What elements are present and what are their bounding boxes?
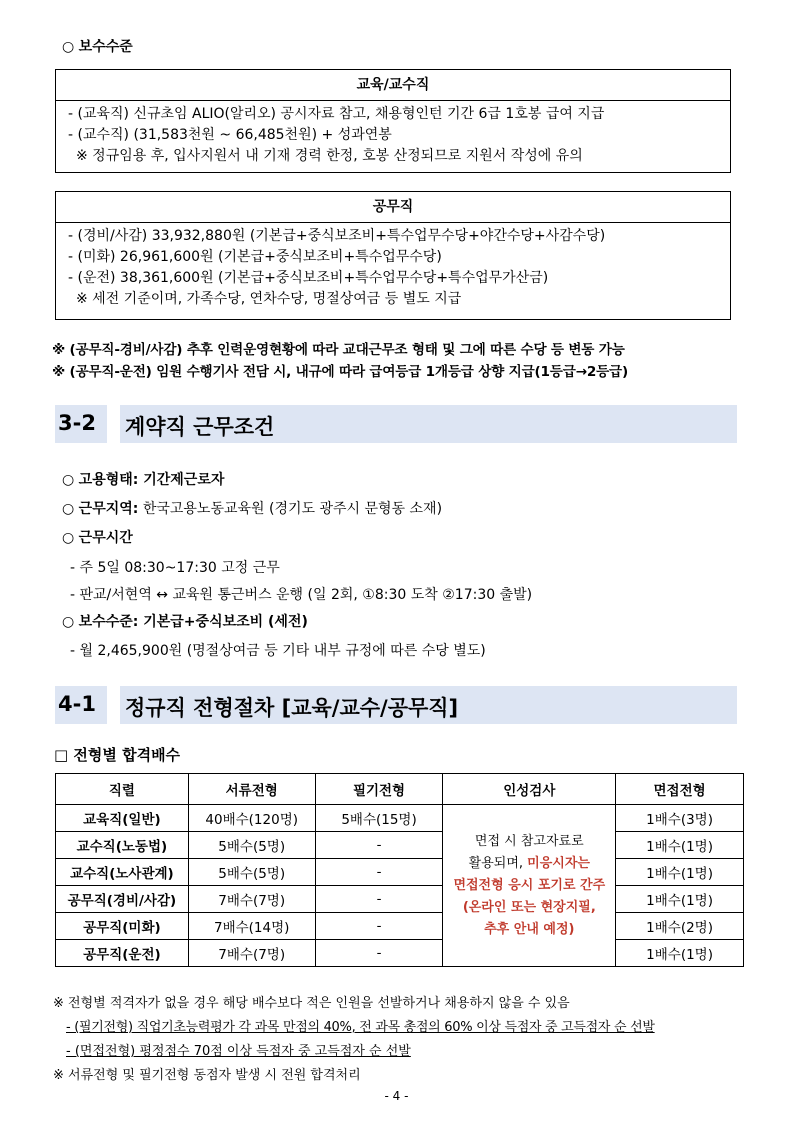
table-cell: 5배수(5명) bbox=[188, 859, 315, 886]
table-cell: 1배수(1명) bbox=[616, 886, 744, 913]
table-row bbox=[56, 805, 744, 832]
section-3-2-bar bbox=[55, 405, 737, 443]
table-header-cell: 필기전형 bbox=[315, 774, 443, 805]
contract-pay-heading: ○ 보수수준: 기본급+중식보조비 (세전) bbox=[62, 614, 308, 630]
contract-pay-line: - 월 2,465,900원 (명절상여금 등 기타 내부 규정에 따른 수당 별도) bbox=[70, 643, 486, 659]
table-cell: - bbox=[315, 886, 443, 913]
section-3-2-title: 계약직 근무조건 bbox=[125, 415, 275, 439]
table-cell: 1배수(3명) bbox=[616, 805, 744, 832]
edu-box-title: 교육/교수직 bbox=[56, 70, 730, 101]
civil-box-line: - (경비/사감) 33,932,880원 (기본급+중식보조비+특수업무수당+야간수당+사감수당) bbox=[68, 228, 606, 244]
work-location: ○ 근무지역: 한국고용노동교육원 (경기도 광주시 문형동 소재) bbox=[62, 501, 443, 517]
section-divider bbox=[107, 405, 120, 443]
edu-box-line: - (교육직) 신규초임 ALIO(알리오) 공시자료 참고, 채용형인턴 기간 6급 1호봉 급여 지급 bbox=[68, 106, 605, 122]
salary-heading: ○ 보수수준 bbox=[62, 39, 133, 55]
circle-bullet-icon: ○ bbox=[62, 530, 75, 546]
pass-ratio-table bbox=[55, 773, 744, 967]
edu-box-line: - (교수직) (31,583천원 ~ 66,485천원) + 성과연봉 bbox=[68, 127, 392, 143]
table-cell-position: 교수직(노동법) bbox=[56, 832, 189, 859]
edu-salary-box bbox=[55, 69, 731, 173]
civil-box-note: ※ 세전 기준이며, 가족수당, 연차수당, 명절상여금 등 별도 지급 bbox=[76, 291, 462, 307]
table-row bbox=[56, 940, 744, 967]
table-cell: - bbox=[315, 940, 443, 967]
table-cell: - bbox=[315, 913, 443, 940]
table-cell: - bbox=[315, 832, 443, 859]
civil-box-line: - (미화) 26,961,600원 (기본급+중식보조비+특수업무수당) bbox=[68, 249, 442, 265]
employment-type: ○ 고용형태: 기간제근로자 bbox=[62, 472, 225, 488]
table-header-cell: 직렬 bbox=[56, 774, 189, 805]
table-cell: 1배수(1명) bbox=[616, 940, 744, 967]
table-header-row bbox=[56, 774, 744, 805]
note-driver-grade: ※ (공무직-운전) 임원 수행기사 전담 시, 내규에 따라 급여등급 1개등급 상향 지급(1등급→2등급) bbox=[52, 364, 628, 380]
table-row bbox=[56, 832, 744, 859]
table-header-cell: 인성검사 bbox=[443, 774, 616, 805]
footer-note-1: ※ 전형별 적격자가 없을 경우 해당 배수보다 적은 인원을 선발하거나 채용하지 않을 수 있음 bbox=[53, 996, 570, 1011]
page-number: - 4 - bbox=[384, 1089, 409, 1103]
section-3-2-number: 3-2 bbox=[58, 411, 96, 435]
pass-ratio-subheading: □ 전형별 합격배수 bbox=[54, 746, 181, 764]
civil-box-title: 공무직 bbox=[56, 192, 730, 223]
table-cell-position: 교육직(일반) bbox=[56, 805, 189, 832]
table-row bbox=[56, 859, 744, 886]
civil-box-line: - (운전) 38,361,600원 (기본급+중식보조비+특수업무수당+특수업무가산금) bbox=[68, 270, 549, 286]
table-cell: - bbox=[315, 859, 443, 886]
table-cell: 7배수(7명) bbox=[188, 886, 315, 913]
table-header-cell: 면접전형 bbox=[616, 774, 744, 805]
table-row bbox=[56, 886, 744, 913]
table-cell: 5배수(5명) bbox=[188, 832, 315, 859]
table-row bbox=[56, 913, 744, 940]
civil-salary-box bbox=[55, 191, 731, 320]
table-cell: 1배수(1명) bbox=[616, 832, 744, 859]
table-cell-position: 공무직(미화) bbox=[56, 913, 189, 940]
circle-bullet-icon: ○ bbox=[62, 39, 75, 55]
section-4-1-number: 4-1 bbox=[58, 692, 96, 716]
table-cell: 1배수(2명) bbox=[616, 913, 744, 940]
table-cell: 40배수(120명) bbox=[188, 805, 315, 832]
table-cell: 5배수(15명) bbox=[315, 805, 443, 832]
circle-bullet-icon: ○ bbox=[62, 614, 75, 630]
table-cell-position: 공무직(경비/사감) bbox=[56, 886, 189, 913]
footer-note-4: ※ 서류전형 및 필기전형 동점자 발생 시 전원 합격처리 bbox=[53, 1068, 361, 1083]
section-4-1-bar bbox=[55, 686, 737, 724]
footer-note-3: - (면접전형) 평정점수 70점 이상 득점자 중 고득점자 순 선발 bbox=[66, 1044, 411, 1059]
table-cell: 1배수(1명) bbox=[616, 859, 744, 886]
footer-note-2: - (필기전형) 직업기초능력평가 각 과목 만점의 40%, 전 과목 총점의 60% 이상 득점자 중 고득점자 순 선발 bbox=[66, 1020, 655, 1035]
table-cell: 7배수(14명) bbox=[188, 913, 315, 940]
table-cell: 7배수(7명) bbox=[188, 940, 315, 967]
table-cell-position: 공무직(운전) bbox=[56, 940, 189, 967]
personality-test-cell: 면접 시 참고자료로 활용되며, 미응시자는 면접전형 응시 포기로 간주 (온라인 또는 현장지필, 추후 안내 예정) bbox=[443, 805, 616, 967]
circle-bullet-icon: ○ bbox=[62, 472, 75, 488]
note-security-shift: ※ (공무직-경비/사감) 추후 인력운영현황에 따라 교대근무조 형태 및 그에 따른 수당 등 변동 가능 bbox=[52, 342, 625, 358]
table-header-cell: 서류전형 bbox=[188, 774, 315, 805]
table-cell-position: 교수직(노사관계) bbox=[56, 859, 189, 886]
section-divider bbox=[107, 686, 120, 724]
circle-bullet-icon: ○ bbox=[62, 501, 75, 517]
edu-box-note: ※ 정규임용 후, 입사지원서 내 기재 경력 한정, 호봉 산정되므로 지원서 작성에 유의 bbox=[76, 148, 583, 164]
work-hours-line: - 주 5일 08:30~17:30 고정 근무 bbox=[70, 560, 280, 576]
shuttle-bus-line: - 판교/서현역 ↔ 교육원 통근버스 운행 (일 2회, ①8:30 도착 ②17:30 출발) bbox=[70, 587, 533, 603]
section-4-1-title: 정규직 전형절차 [교육/교수/공무직] bbox=[125, 696, 459, 720]
work-hours-heading: ○ 근무시간 bbox=[62, 530, 133, 546]
